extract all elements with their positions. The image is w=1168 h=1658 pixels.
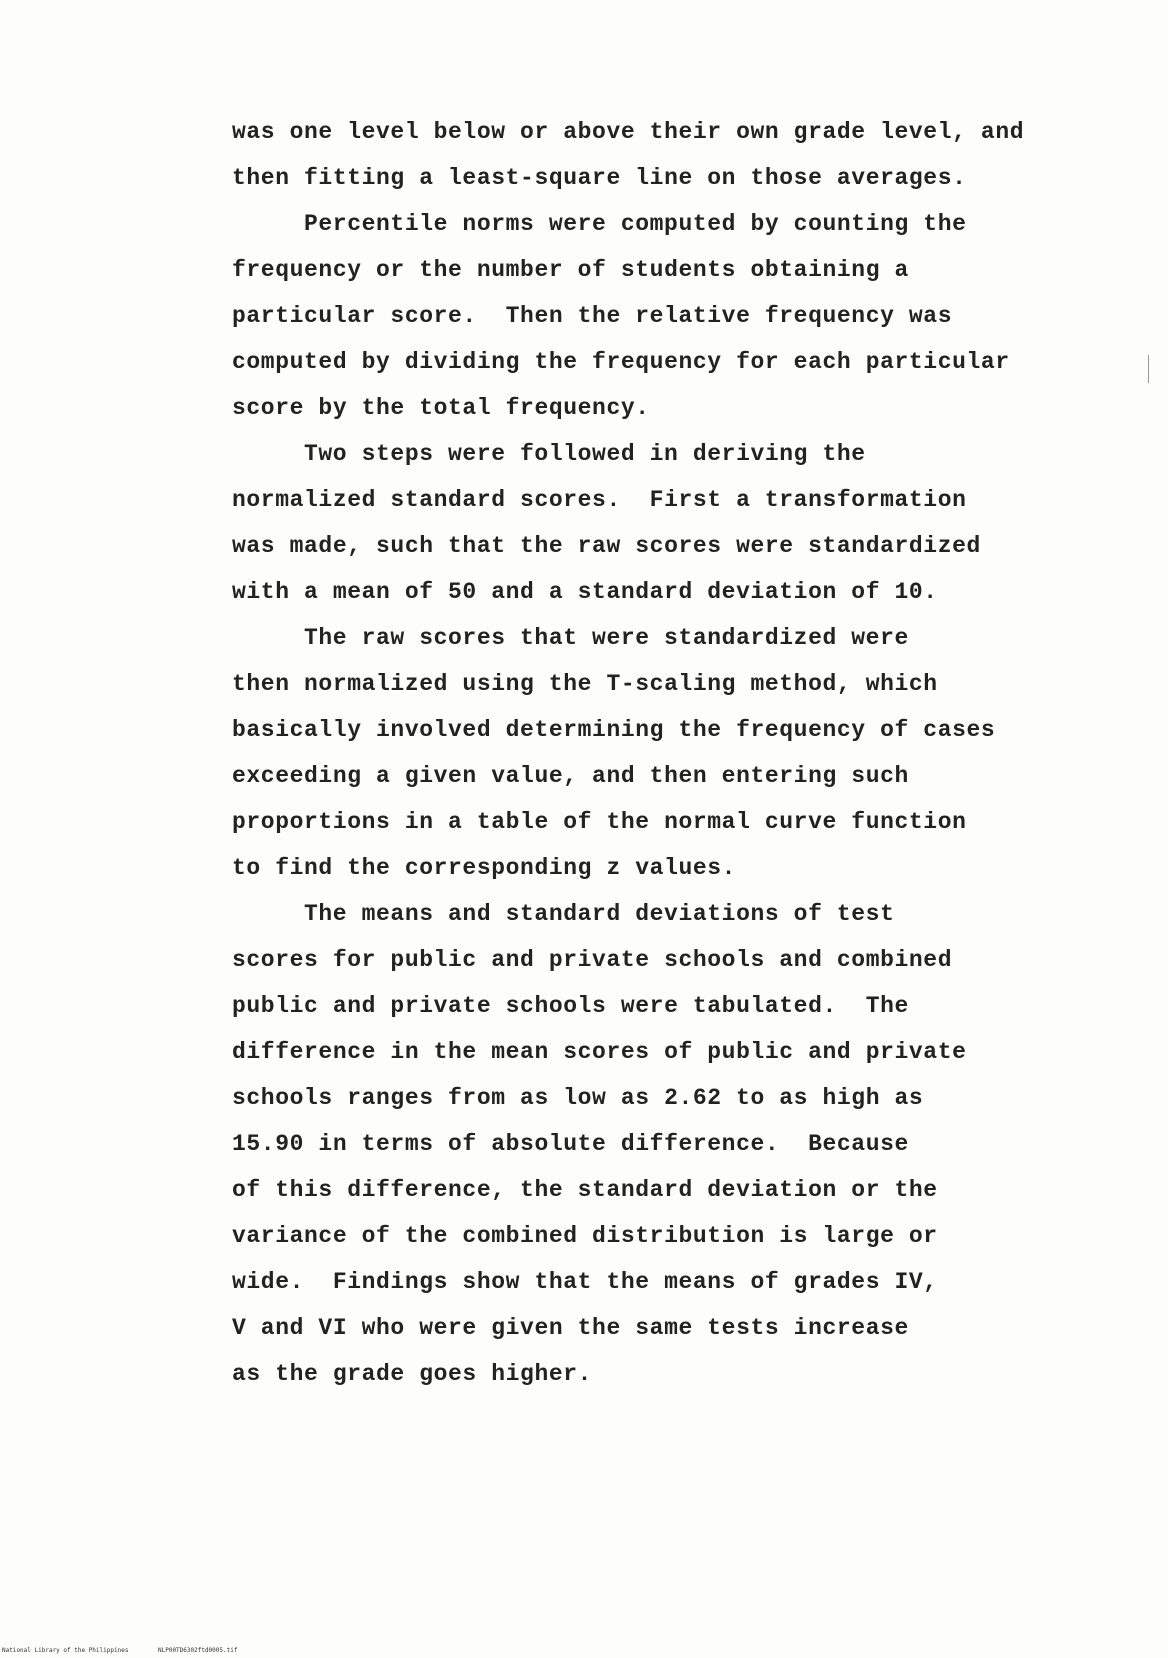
text-line: V and VI who were given the same tests increase <box>232 1315 909 1341</box>
margin-mark <box>1148 355 1149 383</box>
text-line: basically involved determining the frequency of cases <box>232 717 996 743</box>
text-line: 15.90 in terms of absolute difference. Because <box>232 1131 909 1157</box>
text-line: score by the total frequency. <box>232 395 650 421</box>
text-line: then normalized using the T-scaling method, which <box>232 671 938 697</box>
paragraph-first-line: The raw scores that were standardized were <box>304 625 909 651</box>
text-line: proportions in a table of the normal curve function <box>232 809 967 835</box>
text-line: then fitting a least-square line on those averages. <box>232 165 967 191</box>
text-line: public and private schools were tabulated. The <box>232 993 909 1019</box>
text-line: particular score. Then the relative frequency was <box>232 303 953 329</box>
text-line: schools ranges from as low as 2.62 to as high as <box>232 1085 924 1111</box>
text-line: scores for public and private schools and combined <box>232 947 953 973</box>
text-line: wide. Findings show that the means of grades IV, <box>232 1269 938 1295</box>
text-line: frequency or the number of students obtaining a <box>232 257 909 283</box>
paragraph-first-line: The means and standard deviations of test <box>304 901 895 927</box>
footer-library-name: National Library of the Philippines <box>2 1647 129 1654</box>
footer-file-id: NLP00TD6302ftd0005.tif <box>158 1647 238 1654</box>
text-line: of this difference, the standard deviation or the <box>232 1177 938 1203</box>
text-line: to find the corresponding z values. <box>232 855 737 881</box>
paragraph-first-line: Percentile norms were computed by counting the <box>304 211 967 237</box>
text-line: as the grade goes higher. <box>232 1361 593 1387</box>
text-line: exceeding a given value, and then entering such <box>232 763 909 789</box>
text-line: computed by dividing the frequency for each particular <box>232 349 1010 375</box>
text-line: normalized standard scores. First a transformation <box>232 487 967 513</box>
text-line: variance of the combined distribution is large or <box>232 1223 938 1249</box>
paragraph-first-line: Two steps were followed in deriving the <box>304 441 866 467</box>
text-line: was one level below or above their own grade level, and <box>232 119 1025 145</box>
text-line: difference in the mean scores of public and private <box>232 1039 967 1065</box>
text-line: with a mean of 50 and a standard deviation of 10. <box>232 579 938 605</box>
text-line: was made, such that the raw scores were standardized <box>232 533 981 559</box>
